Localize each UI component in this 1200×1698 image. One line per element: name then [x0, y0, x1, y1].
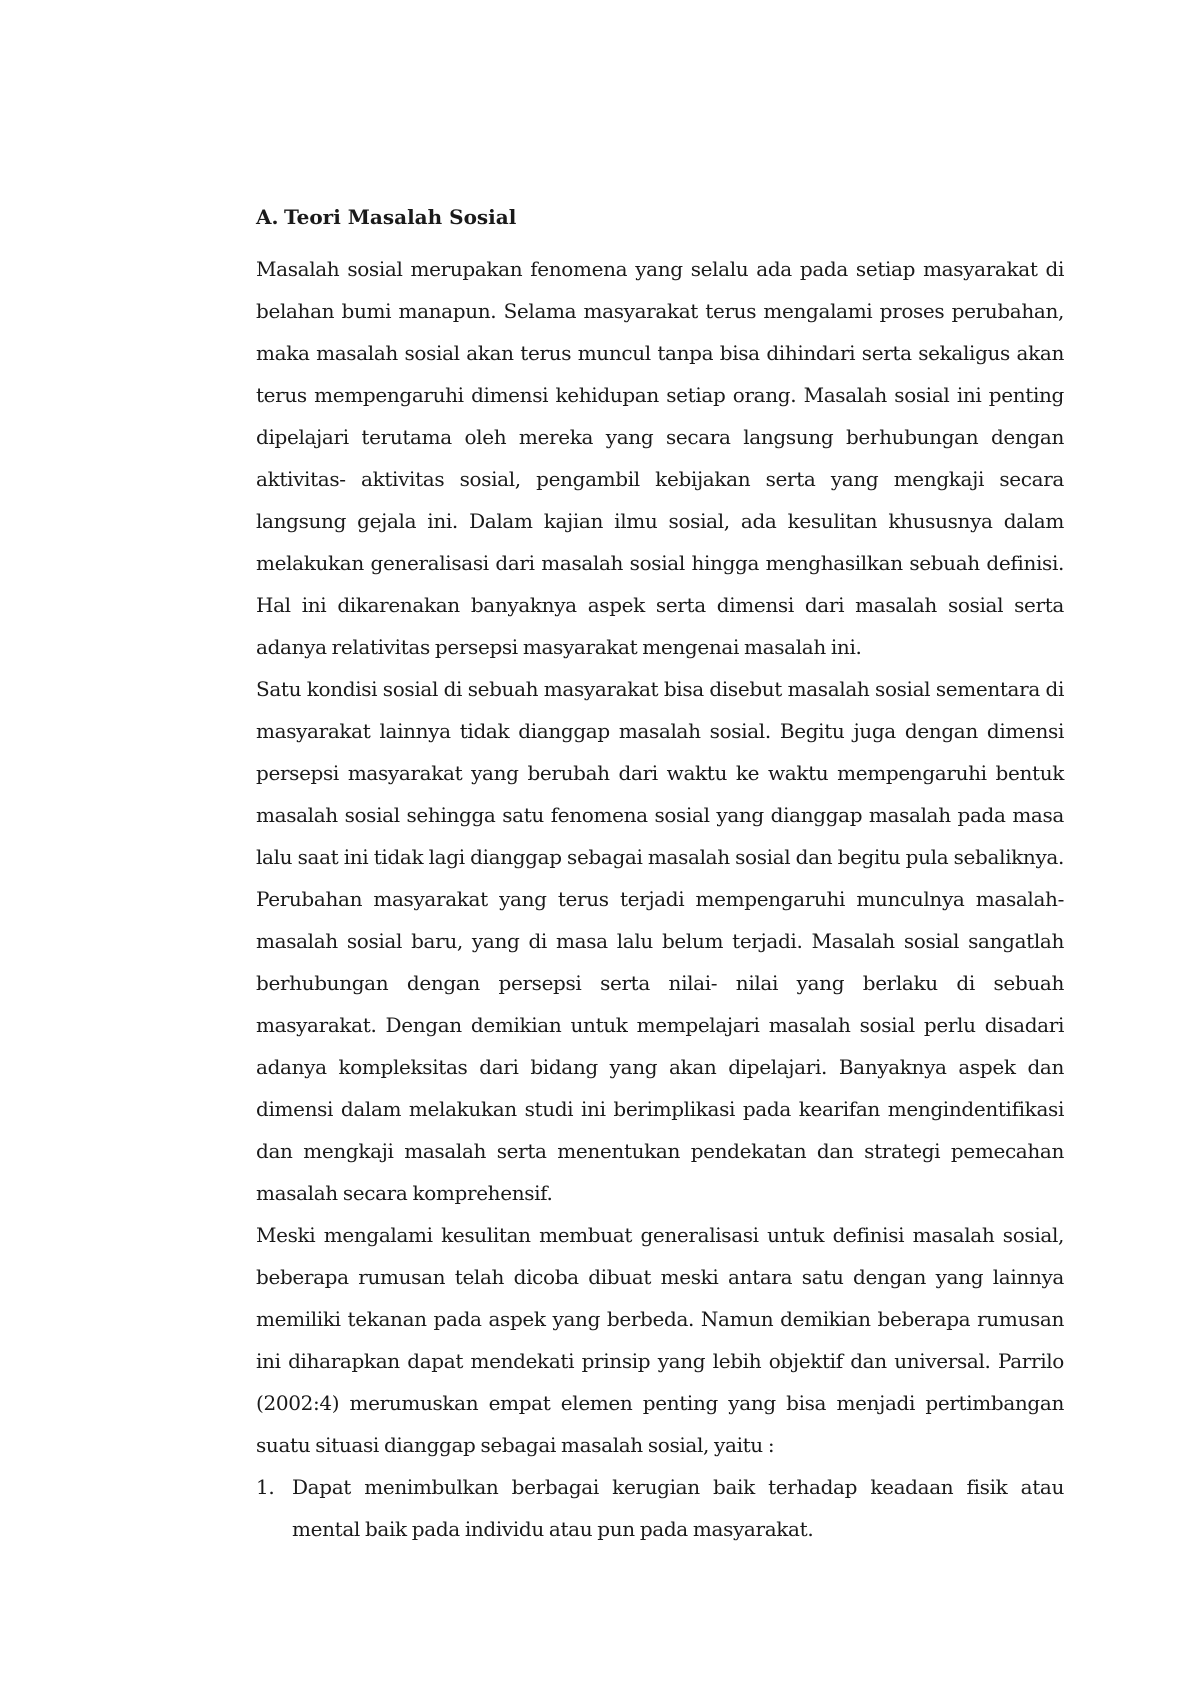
list-item-number: 1. [256, 1475, 275, 1499]
section-title: Teori Masalah Sosial [284, 205, 517, 229]
paragraph-1: Masalah sosial merupakan fenomena yang selalu ada pada setiap masyarakat di belahan bumi manapun. Selama masyarakat terus mengalami proses perubahan, maka masalah sosial akan terus muncul tanpa bisa dihindari serta sekaligus akan terus mempengaruhi dimensi kehidupan setiap orang. Masalah sosial ini penting dipelajari terutama oleh mereka yang secara langsung berhubungan dengan aktivitas- aktivitas sosial, pengambil kebijakan serta yang mengkaji secara langsung gejala ini. Dalam kajian ilmu sosial, ada kesulitan khususnya dalam melakukan generalisasi dari masalah sosial hingga menghasilkan sebuah definisi. Hal ini dikarenakan banyaknya aspek serta dimensi dari masalah sosial serta adanya relativitas persepsi masyarakat mengenai masalah ini. [256, 257, 1064, 659]
list-item [256, 1466, 1064, 1550]
paragraph-2: Satu kondisi sosial di sebuah masyarakat bisa disebut masalah sosial sementara di masyarakat lainnya tidak dianggap masalah sosial. Begitu juga dengan dimensi persepsi masyarakat yang berubah dari waktu ke waktu mempengaruhi bentuk masalah sosial sehingga satu fenomena sosial yang dianggap masalah pada masa lalu saat ini tidak lagi dianggap sebagai masalah sosial dan begitu pula sebaliknya. Perubahan masyarakat yang terus terjadi mempengaruhi munculnya masalah-masalah sosial baru, yang di masa lalu belum terjadi. Masalah sosial sangatlah berhubungan dengan persepsi serta nilai- nilai yang berlaku di sebuah masyarakat. Dengan demikian untuk mempelajari masalah sosial perlu disadari adanya kompleksitas dari bidang yang akan dipelajari. Banyaknya aspek dan dimensi dalam melakukan studi ini berimplikasi pada kearifan mengindentifikasi dan mengkaji masalah serta menentukan pendekatan dan strategi pemecahan masalah secara komprehensif. [256, 677, 1064, 1205]
numbered-list [256, 1466, 1064, 1550]
list-item-text: Dapat menimbulkan berbagai kerugian baik terhadap keadaan fisik atau mental baik pada individu atau pun pada masyarakat. [292, 1475, 1064, 1541]
section-number: A. [256, 205, 279, 229]
section-heading [256, 202, 1064, 232]
paragraph-3: Meski mengalami kesulitan membuat generalisasi untuk definisi masalah sosial, beberapa rumusan telah dicoba dibuat meski antara satu dengan yang lainnya memiliki tekanan pada aspek yang berbeda. Namun demikian beberapa rumusan ini diharapkan dapat mendekati prinsip yang lebih objektif dan universal. Parrilo (2002:4) merumuskan empat elemen penting yang bisa menjadi pertimbangan suatu situasi dianggap sebagai masalah sosial, yaitu : [256, 1223, 1064, 1457]
document-body [256, 202, 1064, 1550]
